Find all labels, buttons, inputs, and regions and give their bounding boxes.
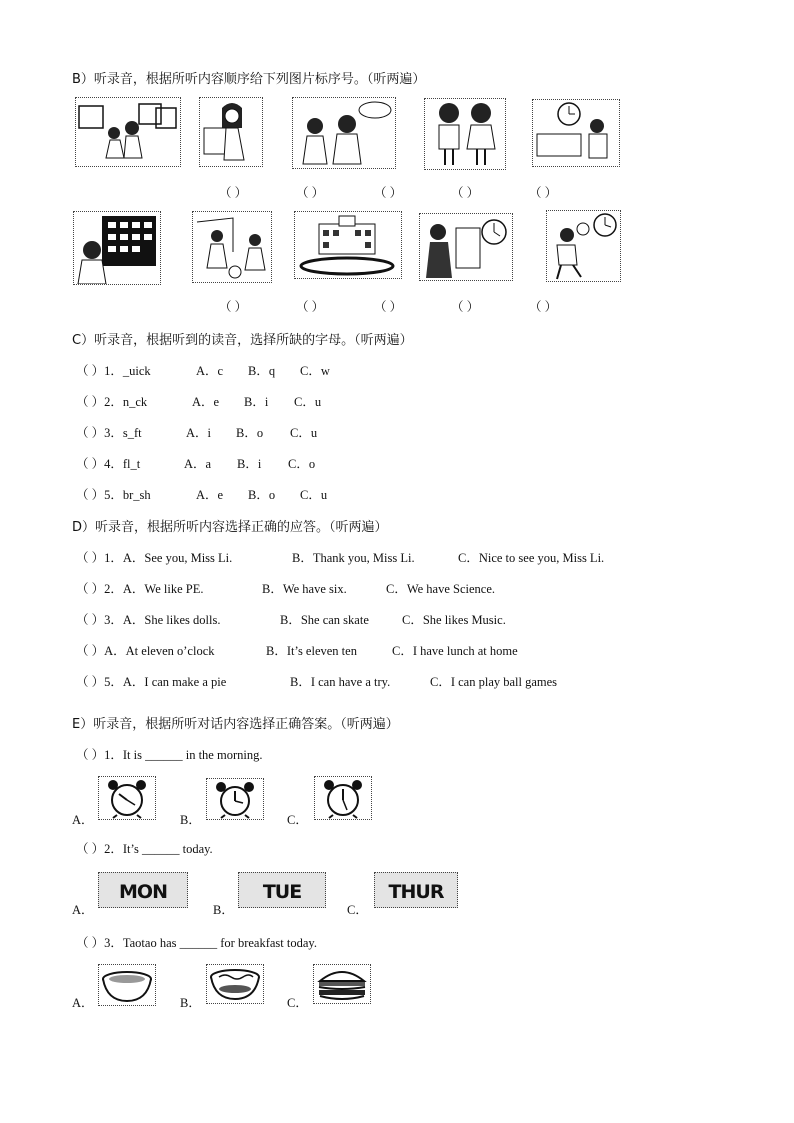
option-c5-a[interactable]: A．e: [196, 488, 224, 502]
option-e2-b-image[interactable]: [238, 872, 326, 908]
section-b-header: B）听录音，根据所听内容顺序给下列图片标序号。（听两遍）: [72, 72, 426, 87]
day-card-text: MON: [119, 881, 167, 903]
rice-bowl-icon: [99, 965, 155, 1005]
picture-b9-boy-clock: [419, 213, 513, 281]
mon-card-icon: [99, 873, 187, 907]
bed-and-clock-icon: [533, 100, 619, 166]
picture-b8-school: [294, 211, 402, 279]
picture-b2-girl: [199, 97, 263, 167]
answer-paren-b7[interactable]: （ ）: [296, 300, 325, 314]
option-c2-c[interactable]: C．u: [294, 395, 322, 409]
question-c3: （ ）3．s_ft: [76, 426, 142, 440]
answer-paren-b9[interactable]: （ ）: [451, 300, 480, 314]
boy-basketball-icon: [547, 211, 620, 281]
option-c2-a[interactable]: A．e: [192, 395, 220, 409]
option-c1-b[interactable]: B．q: [248, 364, 276, 378]
boy-and-girl-icon: [425, 99, 505, 169]
question-d1: （ ）1．A．See you, Miss Li.: [76, 551, 233, 565]
option-d5-c[interactable]: C．I can play ball games: [430, 675, 558, 689]
question-e2: （ ）2．It’s ______ today.: [76, 842, 213, 856]
day-card-text: THUR: [388, 881, 444, 903]
option-d1-b[interactable]: B．Thank you, Miss Li.: [292, 551, 415, 565]
tue-card-icon: [239, 873, 325, 907]
section-c-header: C）听录音，根据听到的读音，选择所缺的字母。（听两遍）: [72, 333, 413, 348]
day-card-text: TUE: [262, 881, 302, 903]
boys-thinking-icon: [293, 98, 395, 168]
question-c2: （ ）2．n_ck: [76, 395, 148, 409]
option-c4-a[interactable]: A．a: [184, 457, 212, 471]
option-c3-a[interactable]: A．i: [186, 426, 212, 440]
answer-paren-b3[interactable]: （ ）: [374, 186, 403, 200]
question-d2: （ ）2．A．We like PE.: [76, 582, 204, 596]
option-e1-a-label[interactable]: A．: [72, 813, 94, 827]
question-c1: （ ）1．_uick: [76, 364, 151, 378]
option-e3-b-label[interactable]: B．: [180, 996, 201, 1010]
thur-card-icon: [375, 873, 457, 907]
question-d4: （ ）A．At eleven o’clock: [76, 644, 215, 658]
picture-b1-books: [75, 97, 181, 167]
question-e1: （ ）1．It is ______ in the morning.: [76, 748, 263, 762]
section-d-header: D）听录音，根据所听内容选择正确的应答。（听两遍）: [72, 520, 388, 535]
hamburger-icon: [314, 965, 370, 1003]
option-d3-c[interactable]: C．She likes Music.: [402, 613, 506, 627]
option-c4-b[interactable]: B．i: [237, 457, 262, 471]
picture-b5-bedroom-clock: [532, 99, 620, 167]
option-e3-c-label[interactable]: C．: [287, 996, 308, 1010]
question-d5: （ ）5．A．I can make a pie: [76, 675, 227, 689]
answer-paren-b6[interactable]: （ ）: [219, 300, 248, 314]
alarm-clock-icon: [207, 779, 263, 819]
picture-b3-boys-thinking: [292, 97, 396, 169]
picture-b4-boy-girl: [424, 98, 506, 170]
option-d5-b[interactable]: B．I can have a try.: [290, 675, 391, 689]
option-e2-a-image[interactable]: [98, 872, 188, 908]
option-e2-b-label[interactable]: B．: [213, 903, 234, 917]
question-d3: （ ）3．A．She likes dolls.: [76, 613, 221, 627]
option-c5-b[interactable]: B．o: [248, 488, 276, 502]
option-d4-b[interactable]: B．It’s eleven ten: [266, 644, 357, 658]
answer-paren-b5[interactable]: （ ）: [529, 186, 558, 200]
kids-with-books-icon: [76, 98, 180, 166]
boy-school-clock-icon: [420, 214, 512, 280]
picture-b7-football: [192, 211, 272, 283]
option-c1-c[interactable]: C．w: [300, 364, 330, 378]
noodle-bowl-icon: [207, 965, 263, 1003]
question-c5: （ ）5．br_sh: [76, 488, 151, 502]
option-e2-c-label[interactable]: C．: [347, 903, 368, 917]
answer-paren-b10[interactable]: （ ）: [529, 300, 558, 314]
option-e1-b-label[interactable]: B．: [180, 813, 201, 827]
answer-paren-b2[interactable]: （ ）: [296, 186, 325, 200]
boys-football-icon: [193, 212, 271, 282]
option-d3-b[interactable]: B．She can skate: [280, 613, 369, 627]
option-e3-c-image[interactable]: [313, 964, 371, 1004]
option-e1-b-image[interactable]: [206, 778, 264, 820]
teacher-timetable-icon: [74, 212, 160, 284]
picture-b6-teacher-board: [73, 211, 161, 285]
question-e3: （ ）3．Taotao has ______ for breakfast today.: [76, 936, 317, 950]
picture-b10-basketball: [546, 210, 621, 282]
option-d1-c[interactable]: C．Nice to see you, Miss Li.: [458, 551, 605, 565]
option-c5-c[interactable]: C．u: [300, 488, 328, 502]
option-e1-c-label[interactable]: C．: [287, 813, 308, 827]
option-d2-c[interactable]: C．We have Science.: [386, 582, 496, 596]
alarm-clock-icon: [99, 777, 155, 819]
answer-paren-b8[interactable]: （ ）: [374, 300, 403, 314]
option-c1-a[interactable]: A．c: [196, 364, 224, 378]
section-e-header: E）听录音，根据所听对话内容选择正确答案。（听两遍）: [72, 717, 399, 732]
option-e3-a-label[interactable]: A．: [72, 996, 94, 1010]
option-d2-b[interactable]: B．We have six.: [262, 582, 347, 596]
option-e3-a-image[interactable]: [98, 964, 156, 1006]
option-d4-c[interactable]: C．I have lunch at home: [392, 644, 518, 658]
option-e3-b-image[interactable]: [206, 964, 264, 1004]
girl-at-board-icon: [200, 98, 262, 166]
option-c4-c[interactable]: C．o: [288, 457, 316, 471]
option-e1-a-image[interactable]: [98, 776, 156, 820]
option-e1-c-image[interactable]: [314, 776, 372, 820]
option-c3-b[interactable]: B．o: [236, 426, 264, 440]
option-c3-c[interactable]: C．u: [290, 426, 318, 440]
option-e2-a-label[interactable]: A．: [72, 903, 94, 917]
alarm-clock-icon: [315, 777, 371, 819]
answer-paren-b1[interactable]: （ ）: [219, 186, 248, 200]
question-c4: （ ）4．fl_t: [76, 457, 141, 471]
option-e2-c-image[interactable]: [374, 872, 458, 908]
answer-paren-b4[interactable]: （ ）: [451, 186, 480, 200]
option-c2-b[interactable]: B．i: [244, 395, 269, 409]
school-building-icon: [295, 212, 401, 278]
